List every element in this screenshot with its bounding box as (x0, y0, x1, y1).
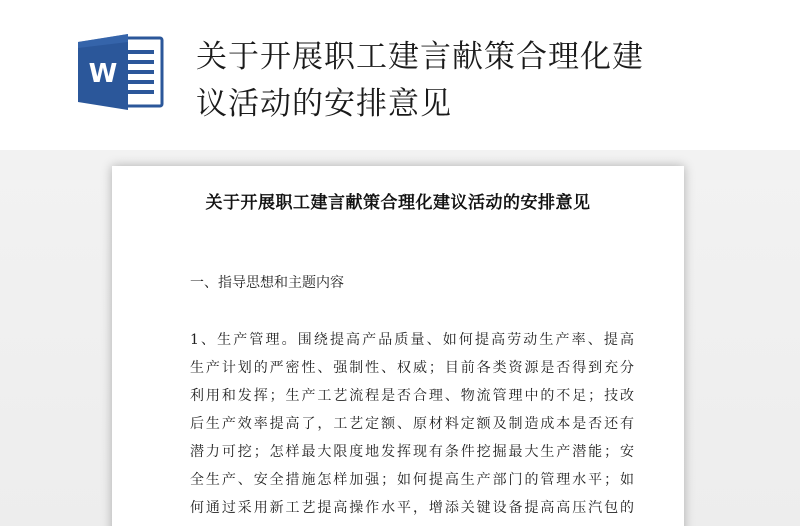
document-page (112, 166, 684, 526)
header-title (196, 34, 756, 128)
word-document-icon (76, 32, 164, 112)
paragraph-line: 后生产效率提高了，工艺定额、原材料定额及制造成本是否还有 (190, 416, 634, 432)
body-paragraph (190, 326, 634, 522)
word-icon-letter: W (88, 59, 118, 89)
section-heading: 一、指导思想和主题内容 (190, 275, 344, 291)
paragraph-line: 全生产、安全措施怎样加强；如何提高生产部门的管理水平；如 (190, 472, 634, 488)
header-title-line-2: 议活动的安排意见 (196, 86, 452, 122)
document-title: 关于开展职工建言献策合理化建议活动的安排意见 (205, 193, 591, 213)
header-title-line-1: 关于开展职工建言献策合理化建 (196, 39, 644, 75)
paragraph-line: 潜力可挖；怎样最大限度地发挥现有条件挖掘最大生产潜能；安 (190, 444, 634, 460)
paragraph-line: 生产计划的严密性、强制性、权威；目前各类资源是否得到充分 (190, 360, 634, 376)
header-banner (0, 0, 800, 150)
paragraph-line: 1、生产管理。围绕提高产品质量、如何提高劳动生产率、提高 (190, 332, 634, 348)
paragraph-line: 何通过采用新工艺提高操作水平，增添关键设备提高高压汽包的 (190, 500, 634, 516)
paragraph-line: 利用和发挥；生产工艺流程是否合理、物流管理中的不足；技改 (190, 388, 634, 404)
